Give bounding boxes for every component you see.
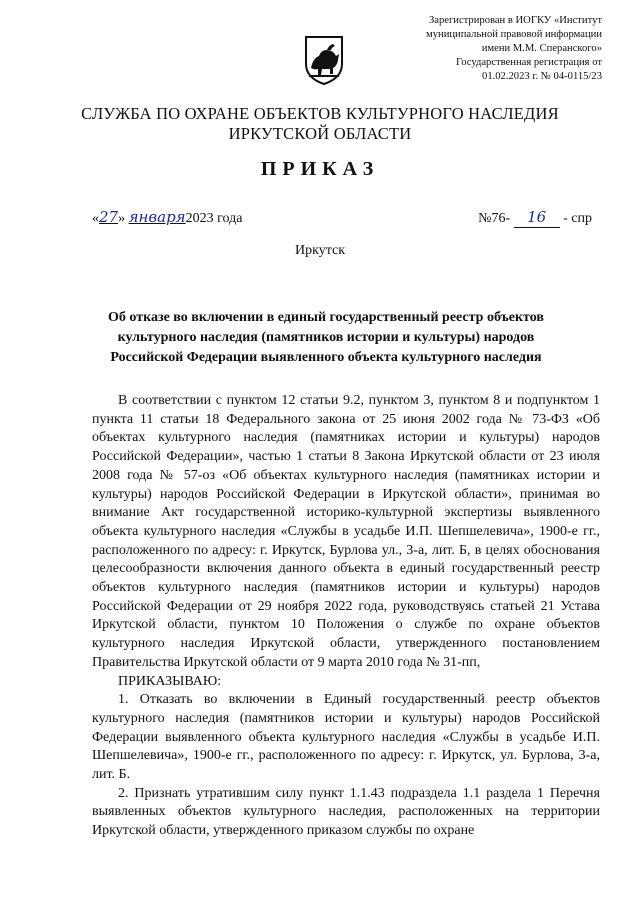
body-directive: ПРИКАЗЫВАЮ: — [118, 673, 222, 689]
order-number-prefix: №76- — [478, 211, 511, 226]
registration-line: Зарегистрирован в ИОГКУ «Институт — [428, 15, 602, 26]
date-day: 27 — [99, 208, 119, 226]
date-open-quote: « — [92, 211, 99, 226]
registration-line: имени М.М. Сперанского» — [481, 43, 602, 54]
order-number — [478, 208, 592, 228]
body-paragraph: 1. Отказать во включении в Единый государственный реестр объектов культурного наследия (памятников истории и культуры) народов Российской Федерации выявленного объекта культурного наследия «Службы в усадьбе И.П. Шепшелевича», 1900-е гг., расположенного по адресу: г. Иркутск, ул. Бурлова, 3-а, лит. Б. — [92, 692, 600, 783]
coat-of-arms-icon — [303, 34, 345, 86]
body-paragraph: В соответствии с пунктом 12 статьи 9.2, пунктом 3, пунктом 8 и подпунктом 1 пункта 11 статьи 18 Федерального закона от 25 июня 2002 года № 73-ФЗ «Об объектах культурного наследия (памятниках истории и культуры) народов Российской Федерации», частью 1 статьи 8 Закона Иркутской области от 23 июля 2008 года № 57-оз «Об объектах культурного наследия (памятниках истории и культуры) народов Российской Федерации в Иркутской области», принимая во внимание Акт государственной историко-культурной экспертизы выявленного объекта культурного наследия «Службы в усадьбе И.П. Шепшелевича», 1900-е гг., расположенного по адресу: г. Иркутск, Бурлова ул., 3-а, лит. Б, в целях обоснования целесообразности включения данного объекта в единый государственный реестр объектов культурного наследия (памятников истории и культуры) народов Российской Федерации от 29 ноября 2022 года, руководствуясь статьей 21 Устава Иркутской области, пунктом 10 Положения о службе по охране объектов культурного наследия Иркутской области, утвержденного постановлением Правительства Иркутской области от 9 марта 2010 года № 31-пп, — [92, 393, 600, 670]
registration-line: 01.02.2023 г. № 04-0115/23 — [482, 71, 602, 82]
registration-line: Государственная регистрация от — [456, 57, 602, 68]
document-title: ПРИКАЗ — [260, 158, 380, 180]
agency-name-line2: ИРКУТСКОЙ ОБЛАСТИ — [228, 124, 412, 143]
registration-line: муниципальной правовой информации — [426, 29, 602, 40]
body-paragraph: 2. Признать утратившим силу пункт 1.1.43 подраздела 1.1 раздела 1 Перечня выявленных объектов культурного наследия, расположенных на территории Иркутской области, утвержденного приказом службы по охране — [92, 785, 600, 839]
registration-stamp — [362, 14, 602, 84]
date-close-quote: » — [118, 211, 126, 226]
order-date — [92, 208, 242, 227]
order-number-value: 16 — [527, 208, 547, 226]
order-body — [92, 392, 600, 841]
city: Иркутск — [294, 243, 346, 258]
agency-name-line1: СЛУЖБА ПО ОХРАНЕ ОБЪЕКТОВ КУЛЬТУРНОГО НАСЛЕДИЯ — [81, 104, 559, 123]
date-year: 2023 года — [185, 211, 243, 226]
agency-name — [0, 104, 640, 144]
order-subject: Об отказе во включении в единый государственный реестр объектов культурного наследия (памятников истории и культуры) народов Российской Федерации выявленного объекта культурного наследия — [108, 310, 544, 365]
order-number-suffix: - спр — [563, 211, 592, 226]
date-month: января — [128, 208, 186, 226]
